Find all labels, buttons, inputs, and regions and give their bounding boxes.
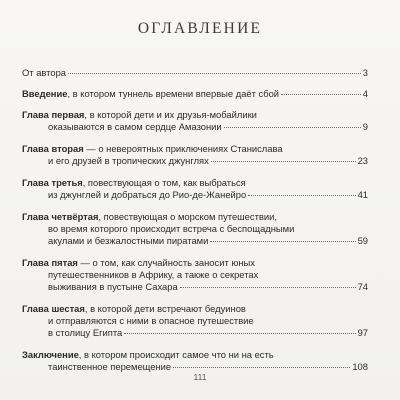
toc-entry-text: оказываются в самом сердце Амазонии [48, 121, 222, 132]
toc-entry-title: Глава первая [22, 109, 85, 120]
toc-entry-text: в столицу Египта [48, 327, 123, 338]
dot-leader [180, 287, 356, 288]
toc-entry-title: Глава третья [22, 177, 83, 188]
toc-entry-text: — о невероятных приключениях Станислава [83, 143, 283, 154]
toc-entry-text: — о том, как случайность заносит юных [77, 257, 255, 268]
dot-leader [210, 241, 355, 242]
toc-entry-title: Заключение [22, 349, 79, 360]
toc-entry-text: От автора [22, 67, 67, 78]
toc-entry-chapter-4 [22, 211, 368, 247]
toc-entry-text: во время которого происходит встреча с беспощадными [48, 223, 295, 234]
toc-entry-text: , в котором туннель времени впервые даёт сбой [67, 88, 280, 99]
dot-leader [124, 333, 355, 334]
toc-entry-title: Глава пятая [22, 257, 78, 268]
dot-leader [211, 161, 356, 162]
toc-page-number: 74 [357, 281, 368, 292]
toc-entry-text: , в которой дети встречают бедуинов [84, 303, 246, 314]
toc-entry-title: Введение [22, 88, 68, 99]
toc-entry-conclusion [22, 349, 368, 373]
toc-entry-text: таинственное перемещение [48, 361, 172, 372]
dot-leader [281, 94, 361, 95]
toc-entry-text: и отправляются с ними в опасное путешествие [48, 315, 254, 326]
toc-entry-chapter-1 [22, 109, 368, 133]
toc-page-number: 4 [362, 88, 368, 99]
toc-entry-text: , повествующая о том, как выбраться [82, 177, 246, 188]
toc-page-number: 41 [357, 189, 368, 200]
toc-entry-text: , в которой дети и их друзья-мобайлики [84, 109, 257, 120]
toc-page-number: 3 [362, 67, 368, 78]
toc-entry-introduction [22, 88, 368, 100]
toc-entry-text: путешественников в Африку, а также о секретах [48, 269, 259, 280]
dot-leader [173, 367, 350, 368]
toc-page-number: 9 [362, 121, 368, 132]
toc-page-number: 59 [357, 235, 368, 246]
page-title: ОГЛАВЛЕНИЕ [137, 20, 263, 37]
toc-entry-title: Глава шестая [22, 303, 85, 314]
toc-page-number: 97 [357, 327, 368, 338]
dot-leader [224, 127, 361, 128]
toc-entry-chapter-5 [22, 257, 368, 293]
toc-entry-title: Глава вторая [22, 143, 84, 154]
dot-leader [248, 195, 355, 196]
toc-entry-chapter-3 [22, 177, 368, 201]
toc-entry-text: , в котором происходит самое что ни на есть [78, 349, 274, 360]
toc-entry-text: и его друзей в тропических джунглях [48, 155, 209, 166]
toc-entry-text: , повествующая о морском путешествии, [98, 211, 277, 222]
toc-page-number: 23 [357, 155, 368, 166]
table-of-contents [22, 67, 368, 373]
toc-entry-preface [22, 67, 368, 79]
dot-leader [68, 73, 361, 74]
toc-entry-text: из джунглей и добраться до Рио-де-Жанейро [48, 189, 247, 200]
page-folio-number: 111 [193, 372, 207, 382]
toc-entry-title: Глава четвёртая [22, 211, 99, 222]
toc-entry-text: выживания в пустыне Сахара [48, 281, 178, 292]
toc-page-number: 108 [352, 361, 368, 372]
toc-entry-chapter-2 [22, 143, 368, 167]
toc-entry-text: акулами и безжалостными пиратами [48, 235, 209, 246]
toc-entry-chapter-6 [22, 303, 368, 339]
